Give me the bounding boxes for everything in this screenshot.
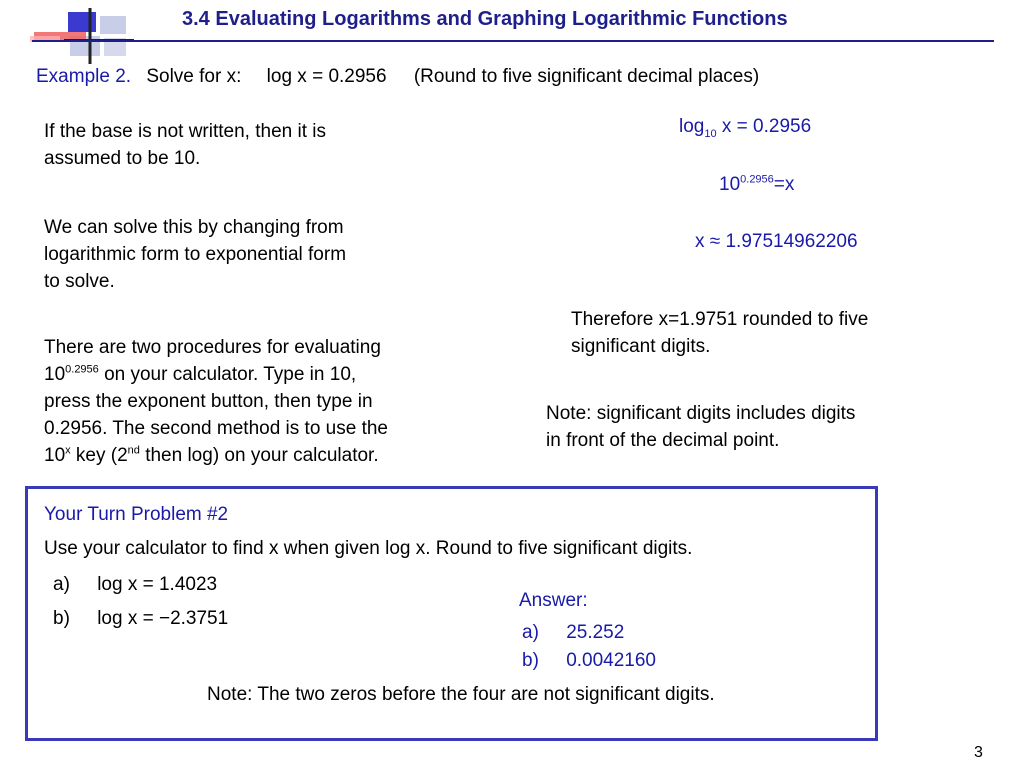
text-line: to solve. xyxy=(44,271,115,292)
problem-a xyxy=(53,574,217,596)
text-line: in front of the decimal point. xyxy=(546,430,780,451)
answer-value: 25.252 xyxy=(566,622,625,643)
answer-a xyxy=(522,622,624,644)
equation-result: x ≈ 1.97514962206 xyxy=(695,231,858,252)
answer-item-label: a) xyxy=(522,622,539,643)
example-round-note: (Round to five significant decimal places) xyxy=(413,66,760,87)
text-line: logarithmic form to exponential form xyxy=(44,244,347,265)
example-prompt: Solve for x: xyxy=(146,66,242,87)
problem-label: b) xyxy=(53,608,70,629)
equation-exponential-form: $10^{0.2956}=x$ xyxy=(719,173,795,195)
conclusion-text xyxy=(571,306,868,360)
title-divider xyxy=(32,40,994,42)
text-line: Therefore x=1.9751 rounded to five xyxy=(571,309,869,330)
problem-b xyxy=(53,608,228,630)
your-turn-title: Your Turn Problem #2 xyxy=(44,504,229,525)
problem-label: a) xyxy=(53,574,70,595)
text-line: significant digits. xyxy=(571,336,711,357)
slide-title: 3.4 Evaluating Logarithms and Graphing Logarithmic Functions xyxy=(182,8,788,30)
calculator-procedures xyxy=(44,334,388,469)
text-line: Note: significant digits includes digits xyxy=(546,403,856,424)
page-number: 3 xyxy=(974,744,983,761)
your-turn-instruction: Use your calculator to find x when given log x. Round to five significant digits. xyxy=(44,538,693,559)
problem-equation: log x = −2.3751 xyxy=(97,608,229,629)
text-line: 0.2956. The second method is to use the xyxy=(44,418,388,439)
zeros-note: Note: The two zeros before the four are not significant digits. xyxy=(207,684,715,705)
example-equation: log x = 0.2956 xyxy=(266,66,387,87)
answer-b xyxy=(522,650,656,672)
text-line: We can solve this by changing from xyxy=(44,217,344,238)
text-line: 10$^x$ key (2nd then log) on your calculator. xyxy=(44,444,379,466)
example-heading xyxy=(36,66,759,88)
text-line: There are two procedures for evaluating xyxy=(44,337,381,358)
text-line: If the base is not written, then it is xyxy=(44,121,326,142)
answer-value: 0.0042160 xyxy=(566,650,657,671)
answer-label: Answer: xyxy=(519,590,588,611)
base-explanation xyxy=(44,118,326,172)
slide-logo-icon xyxy=(30,6,140,66)
significant-digits-note xyxy=(546,400,855,454)
equation-log-form: $\log_{10} x = 0.2956$ xyxy=(679,116,812,140)
text-line: assumed to be 10. xyxy=(44,148,201,169)
example-label: Example 2. xyxy=(36,66,132,87)
problem-equation: log x = 1.4023 xyxy=(97,574,218,595)
text-line: press the exponent button, then type in xyxy=(44,391,373,412)
text-line: $10^{0.2956}$ on your calculator. Type in 10, xyxy=(44,363,357,385)
method-explanation xyxy=(44,214,346,295)
answer-item-label: b) xyxy=(522,650,539,671)
